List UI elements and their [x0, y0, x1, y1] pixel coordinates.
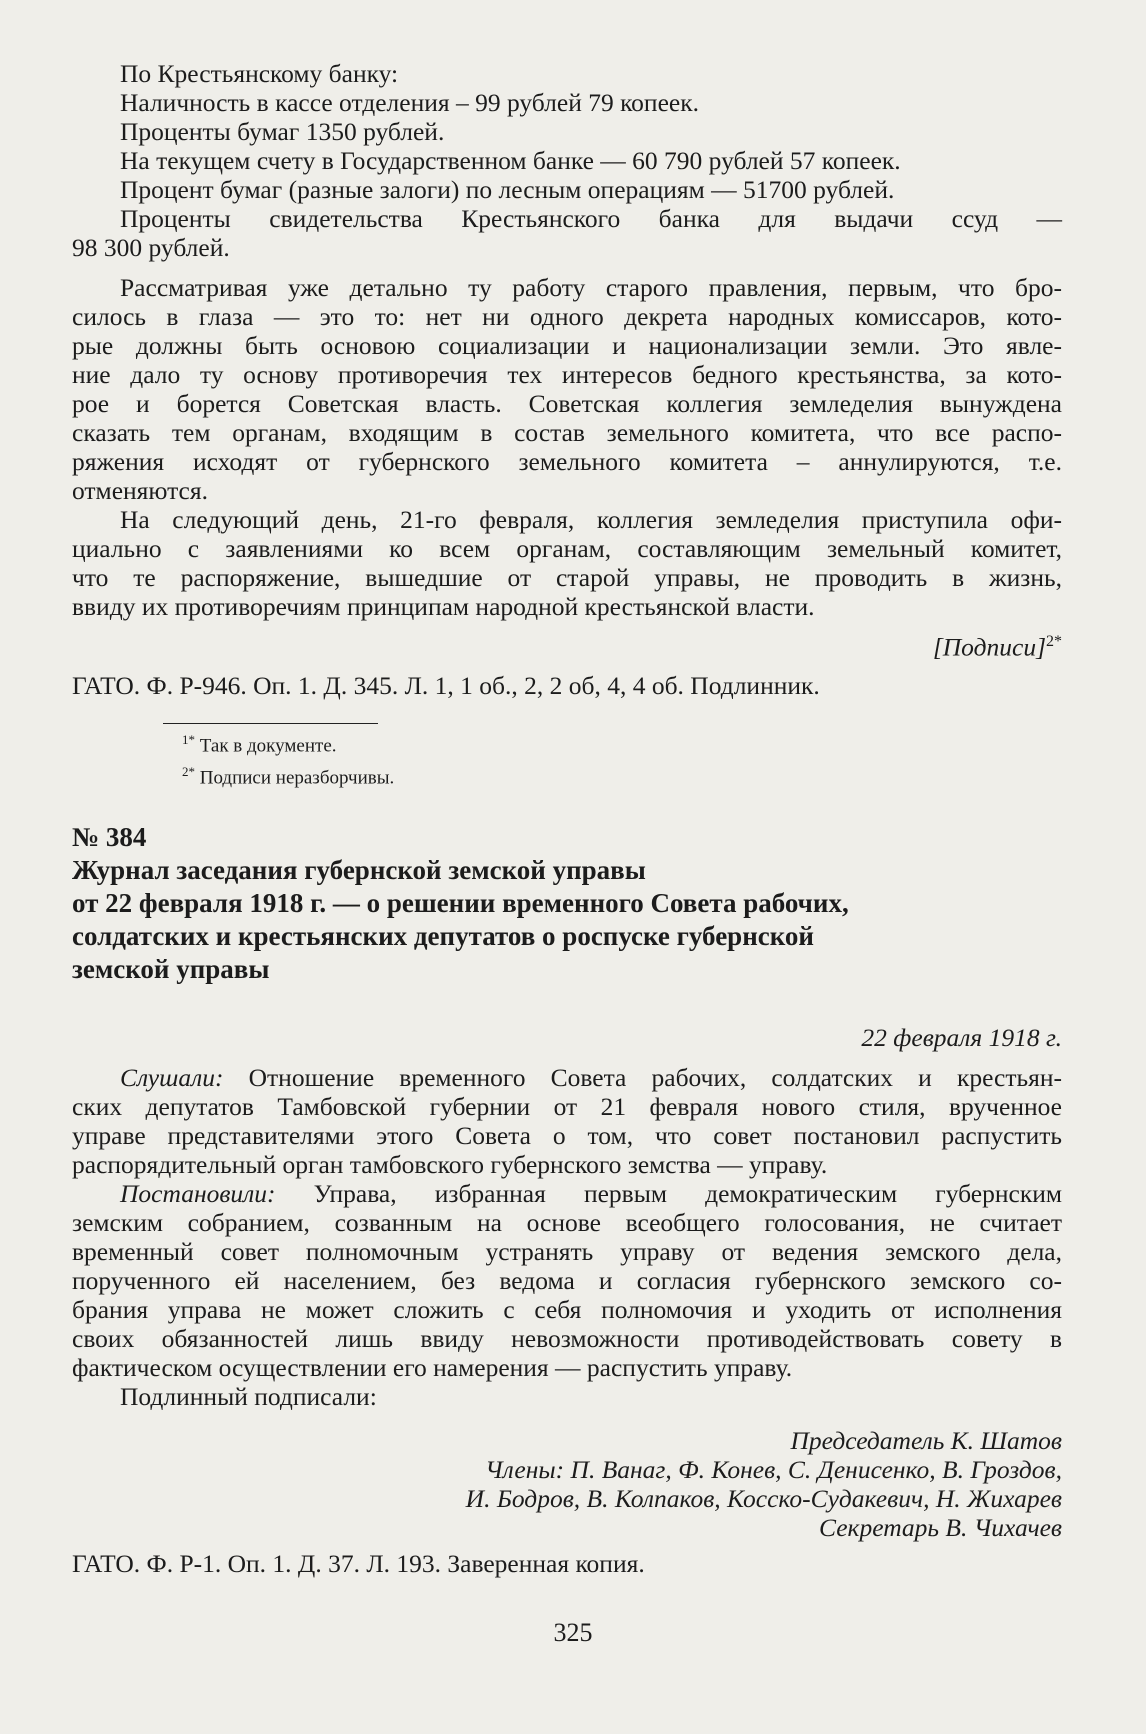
resolved-line: [72, 1179, 1062, 1208]
paragraph-review: [72, 273, 1062, 505]
title-line: земской управы: [72, 954, 270, 984]
page-number: 325: [553, 1618, 593, 1647]
heard-line: [72, 1063, 1062, 1092]
footnotes: [72, 727, 1062, 792]
signer-secretary: Секретарь В. Чихачев: [819, 1513, 1062, 1542]
footnote-2: [72, 759, 1062, 791]
archive-reference-1: ГАТО. Ф. Р-946. Оп. 1. Д. 345. Л. 1, 1 об., 2, 2 об, 4, 4 об. Подлинник.: [72, 671, 820, 700]
text-line: сказать тем органам, входящим в состав земельного комитета, что все распо-: [72, 418, 1062, 447]
archive-reference-2: ГАТО. Ф. Р-1. Оп. 1. Д. 37. Л. 193. Заверенная копия.: [72, 1549, 645, 1578]
text-line: На следующий день, 21-го февраля, коллегия земледелия приступила офи-: [120, 505, 1062, 534]
resolved-line: брания управа не может сложить с себя полномочия и уходить от исполнения: [72, 1295, 1062, 1324]
resolved-section: [72, 1179, 1062, 1382]
footnote-1: [72, 727, 1062, 759]
text-line: отменяются.: [72, 476, 208, 505]
resolved-line: своих обязанностей лишь ввиду невозможности противодействовать совету в: [72, 1324, 1062, 1353]
text-line: рые должны быть основою социализации и национализации земли. Это явле-: [72, 331, 1062, 360]
signer-members-cont: И. Бодров, В. Колпаков, Косско-Судакевич, Н. Жихарев: [465, 1484, 1062, 1513]
text-line: ряжения исходят от губернского земельного комитета – аннулируются, т.е.: [72, 447, 1062, 476]
bank-line-cash: Наличность в кассе отделения – 99 рублей 79 копеек.: [120, 88, 699, 117]
resolved-line: временный совет полномочным устранять управу от ведения земского дела,: [72, 1237, 1062, 1266]
title-line: Журнал заседания губернской земской управы: [72, 855, 646, 885]
heard-label: Слушали:: [120, 1063, 224, 1092]
footnote-mark: 2*: [182, 764, 195, 780]
resolved-text: Управа, избранная первым демократическим губернским: [275, 1179, 1062, 1208]
signers-block: [72, 1426, 1062, 1542]
signed-by-label: Подлинный подписали:: [120, 1382, 377, 1411]
resolved-line: земским собранием, созванным на основе всеобщего голосования, не считает: [72, 1208, 1062, 1237]
bank-line-forest: Процент бумаг (разные залоги) по лесным операциям — 51700 рублей.: [120, 175, 895, 204]
title-line: солдатских и крестьянских депутатов о роспуске губернской: [72, 921, 814, 951]
resolved-label: Постановили:: [120, 1179, 276, 1208]
bank-section: [72, 59, 1062, 262]
heard-line: ских депутатов Тамбовской губернии от 21 февраля нового стиля, врученное: [72, 1092, 1062, 1121]
resolved-line: порученного ей населением, без ведома и согласия губернского земского со-: [72, 1266, 1062, 1295]
resolved-line: фактическом осуществлении его намерения — распустить управу.: [72, 1353, 793, 1382]
title-line: от 22 февраля 1918 г. — о решении временного Совета рабочих,: [72, 888, 849, 918]
heard-text: Отношение временного Совета рабочих, солдатских и крестьян-: [223, 1063, 1062, 1092]
document-date: 22 февраля 1918 г.: [861, 1023, 1062, 1052]
bank-line-interest: Проценты бумаг 1350 рублей.: [120, 117, 445, 146]
footnote-ref: 2*: [1046, 633, 1062, 650]
document-number: № 384: [72, 822, 147, 852]
text-line: Рассматривая уже детально ту работу старого правления, первым, что бро-: [120, 273, 1062, 302]
text-line: ние дало ту основу противоречия тех интересов бедного крестьянства, за кото-: [72, 360, 1062, 389]
footnote-mark: 1*: [182, 732, 195, 747]
signer-chairman: Председатель К. Шатов: [790, 1426, 1062, 1455]
heard-line: распорядительный орган тамбовского губернского земства — управу.: [72, 1150, 828, 1179]
text-line: циально с заявлениями ко всем органам, составляющим земельный комитет,: [72, 534, 1062, 563]
signatures-note: [72, 627, 1062, 662]
text-line: что те распоряжение, вышедшие от старой управы, не проводить в жизнь,: [72, 563, 1062, 592]
heard-section: [72, 1063, 1062, 1179]
bank-line-certificates: Проценты свидетельства Крестьянского банка для выдачи ссуд —: [120, 204, 1062, 233]
paragraph-next-day: [72, 505, 1062, 621]
document-heading: [72, 821, 1062, 986]
footnote-divider: [163, 723, 378, 724]
bank-line-total: 98 300 рублей.: [72, 233, 230, 262]
heard-line: управе представителями этого Совета о том, что совет постановил распустить: [72, 1121, 1062, 1150]
text-line: силось в глаза — это то: нет ни одного декрета народных комиссаров, кото-: [72, 302, 1062, 331]
signatures-text: [Подписи]: [932, 632, 1046, 662]
bank-line-account: На текущем счету в Государственном банке — 60 790 рублей 57 копеек.: [120, 146, 901, 175]
text-line: ввиду их противоречиям принципам народной крестьянской власти.: [72, 592, 815, 621]
footnote-text: Так в документе.: [199, 735, 337, 757]
bank-heading: По Крестьянскому банку:: [120, 59, 399, 88]
footnote-text: Подписи неразборчивы.: [199, 767, 395, 789]
signer-members: Члены: П. Ванаг, Ф. Конев, С. Денисенко, В. Гроздов,: [485, 1455, 1062, 1484]
text-line: рое и борется Советская власть. Советская коллегия земледелия вынуждена: [72, 389, 1062, 418]
